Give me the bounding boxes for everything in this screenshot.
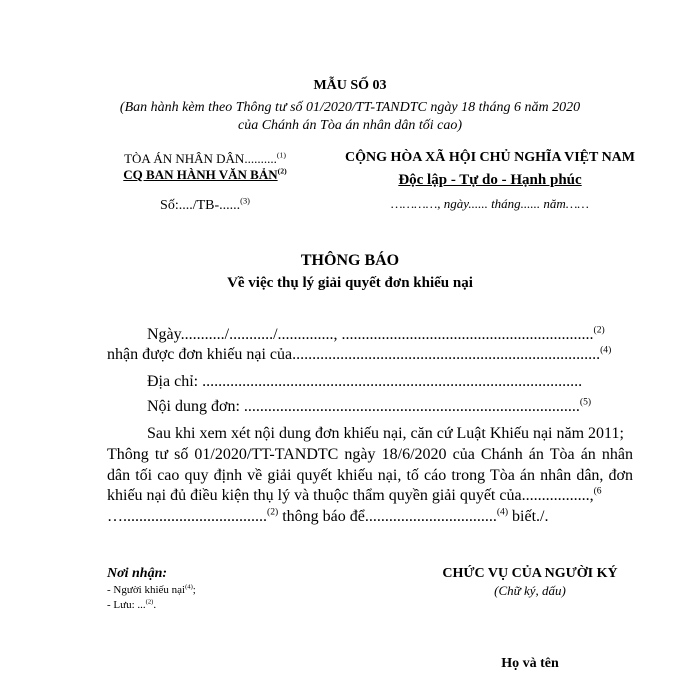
final-b-sup: (4) <box>496 506 509 518</box>
content-sup: (5) <box>579 396 592 408</box>
recipients-label: Nơi nhận: <box>107 566 168 581</box>
final-b: thông báo để................................. <box>278 508 497 525</box>
issuing-agency-text: CQ BAN HÀNH VĂN BẢN <box>123 167 278 182</box>
form-number: MẪU SỐ 03 <box>313 78 387 93</box>
issuing-agency <box>100 167 310 183</box>
motto <box>320 172 660 189</box>
signer-title: CHỨC VỤ CỦA NGƯỜI KÝ <box>442 566 618 581</box>
line2-sup: (4) <box>600 344 612 356</box>
recipient-item-1 <box>107 584 196 596</box>
place-date: …………, ngày...... tháng...... năm…… <box>391 196 589 211</box>
body-para-line3: dân tối cao quy định về giải quyết khiếu nại, tố cáo trong Tòa án nhân dân, đơn <box>107 467 633 484</box>
body-para-line1: Sau khi xem xét nội dung đơn khiếu nại, căn cứ Luật Khiếu nại năm 2011; <box>147 425 624 442</box>
signer-name: Họ và tên <box>501 656 559 671</box>
document-number <box>100 198 310 214</box>
body-final-line <box>107 508 548 526</box>
content-label: Nội dung đơn: <box>147 398 240 415</box>
recipient-item-2 <box>107 599 156 611</box>
recipient-2-sup: (2) <box>145 598 154 606</box>
final-a: ….................................... <box>107 508 267 525</box>
document-subtitle: Về việc thụ lý giải quyết đơn khiếu nại <box>227 275 473 291</box>
doc-no-sup: (3) <box>240 196 250 206</box>
body-para-line4 <box>107 487 602 505</box>
body-line-date <box>147 326 605 344</box>
content-fill: .................................................................................... <box>243 398 580 415</box>
recipient-1-text: - Người khiếu nại <box>107 584 186 596</box>
form-issued-line1: (Ban hành kèm theo Thông tư số 01/2020/TT-TANDTC ngày 18 tháng 6 năm 2020 <box>119 100 581 115</box>
agency-sup: (2) <box>277 166 287 176</box>
document-title: THÔNG BÁO <box>300 252 400 269</box>
recipient-2-end: . <box>153 599 157 611</box>
body-line-address <box>147 373 582 391</box>
court-name <box>100 151 310 167</box>
court-name-text: TÒA ÁN NHÂN DÂN.......... <box>124 151 277 166</box>
final-c: biết./. <box>508 508 549 525</box>
final-a-sup: (2) <box>267 506 279 518</box>
motto-text: Độc lập - Tự do - Hạnh phúc <box>398 172 582 188</box>
body-line-received <box>107 346 611 364</box>
body-para-line2: Thông tư số 01/2020/TT-TANDTC ngày 18/6/2020 của Chánh án Tòa án nhân <box>107 446 633 463</box>
recipient-2-text: - Lưu: ... <box>107 599 146 611</box>
form-issued-line2: của Chánh án Tòa án nhân dân tối cao) <box>238 118 462 133</box>
recipient-1-sup: (4) <box>185 583 193 591</box>
address-fill: ............................................................................................... <box>202 373 583 390</box>
nation-name: CỘNG HÒA XÃ HỘI CHỦ NGHĨA VIỆT NAM <box>344 150 635 165</box>
signature-note: (Chữ ký, dấu) <box>494 583 566 598</box>
para4-text: khiếu nại đủ điều kiện thụ lý và thuộc thẩm quyền giải quyết của................., <box>107 487 594 504</box>
recipient-1-end: ; <box>192 584 196 596</box>
para4-sup: (6 <box>593 485 602 497</box>
document-number-text: Số:..../TB-...... <box>160 198 241 213</box>
court-sup: (1) <box>276 150 286 160</box>
line1-sup: (2) <box>593 324 605 336</box>
address-label: Địa chỉ: <box>147 373 199 390</box>
received-fill-text: nhận được đơn khiếu nại của............................................................................. <box>107 346 601 363</box>
body-line-content <box>147 398 591 416</box>
date-fill-text: Ngày.........../.........../.............., ............................................................... <box>147 326 594 343</box>
